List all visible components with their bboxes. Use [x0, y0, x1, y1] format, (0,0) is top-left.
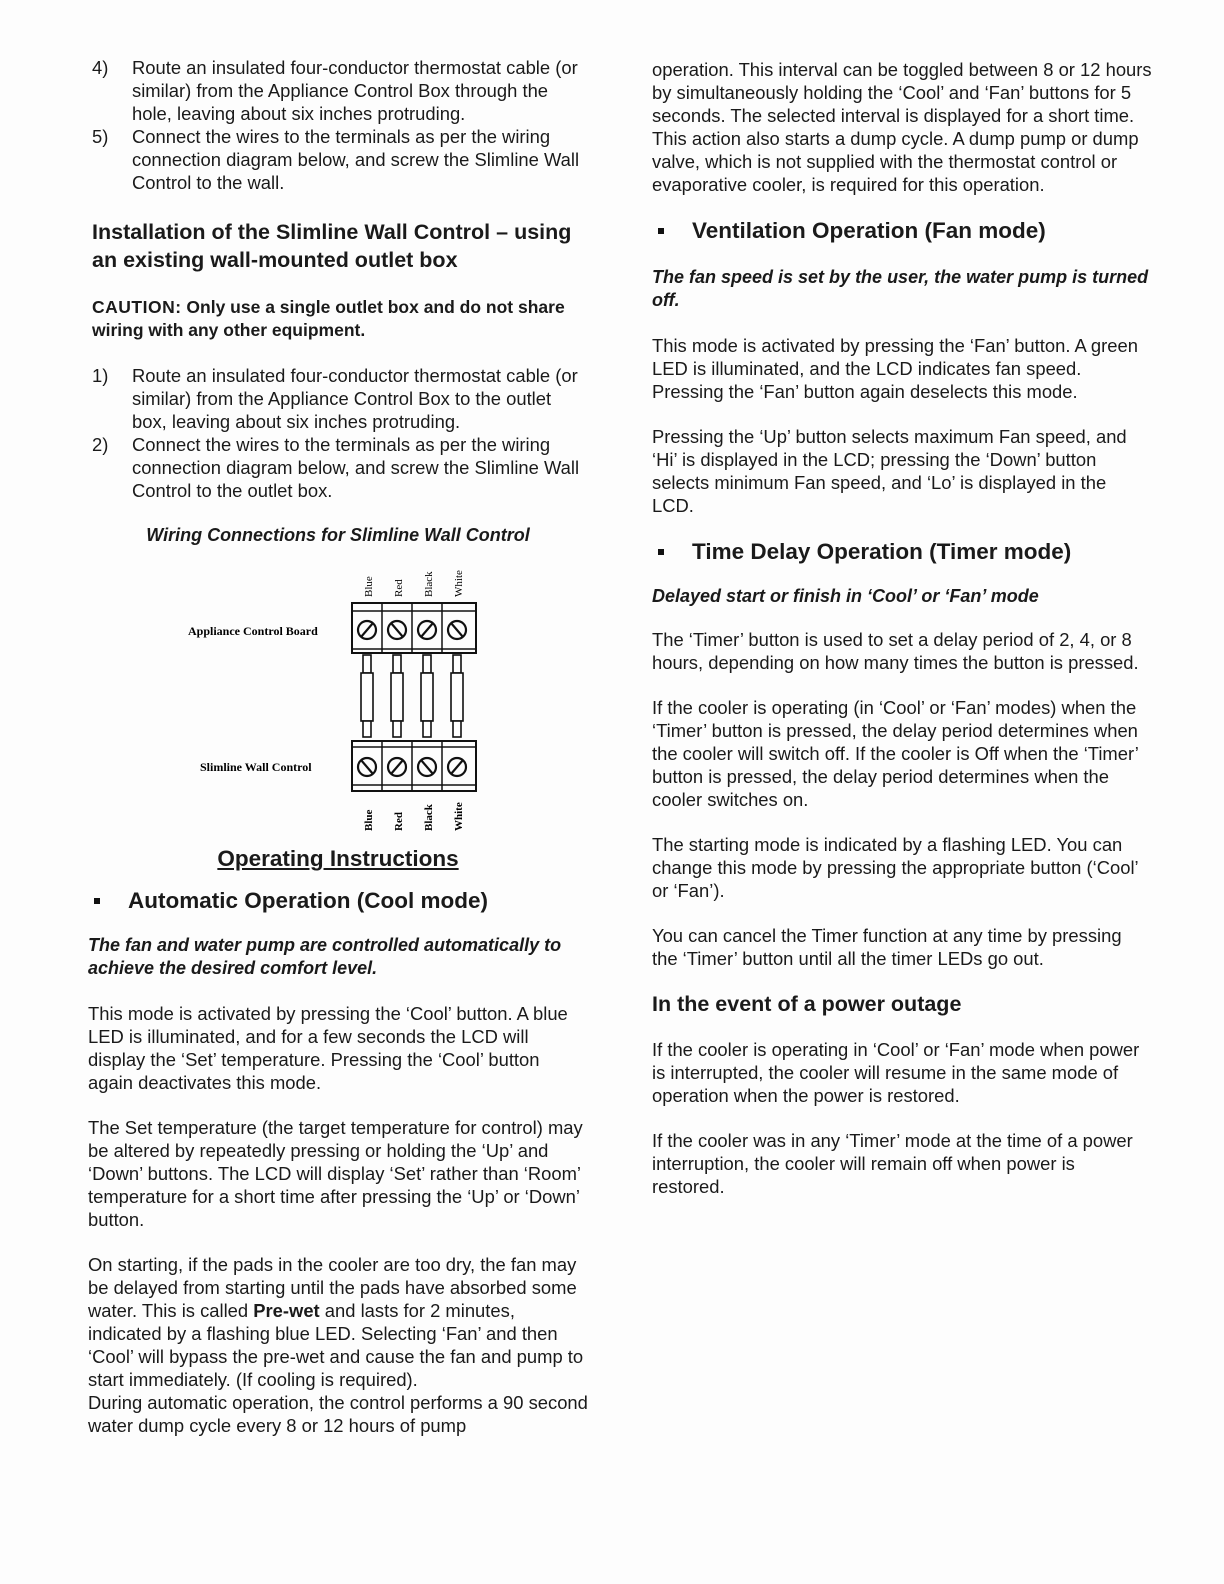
- step-4: [88, 56, 588, 125]
- appliance-board-label: Appliance Control Board: [188, 624, 318, 638]
- step-text: Connect the wires to the terminals as per the wiring connection diagram below, and screw the Slimline Wall Control to the wall.: [132, 126, 580, 193]
- outlet-box-heading: Installation of the Slimline Wall Control – using an existing wall-mounted outlet box: [92, 220, 572, 272]
- timer-paragraph-1: The ‘Timer’ button is used to set a delay period of 2, 4, or 8 hours, depending on how many times the button is pressed.: [652, 629, 1139, 673]
- bullet-square-icon: [658, 228, 664, 234]
- timer-paragraph-2: If the cooler is operating (in ‘Cool’ or ‘Fan’ modes) when the ‘Timer’ button is pressed, the delay period determines when the cooler will switch off. If the cooler is Off when the ‘Timer’ button is pressed, the delay period determines when the cooler switches on.: [652, 697, 1139, 810]
- step-number: 5): [92, 126, 109, 147]
- step-number: 1): [92, 365, 109, 386]
- timer-paragraph-3: The starting mode is indicated by a flashing LED. You can change this mode by pressing the appropriate button (‘Cool’ or ‘Fan’).: [652, 834, 1138, 901]
- auto-paragraph-1: This mode is activated by pressing the ‘Cool’ button. A blue LED is illuminated, and for a few seconds the LCD will display the ‘Set’ temperature. Pressing the ‘Cool’ button again deactivates this mode.: [88, 1003, 568, 1093]
- ventilation-paragraph-2: Pressing the ‘Up’ button selects maximum Fan speed, and ‘Hi’ is displayed in the LCD; pressing the ‘Down’ button selects minimum Fan speed, and ‘Lo’ is displayed in the LCD.: [652, 426, 1127, 516]
- timer-heading: [652, 539, 1152, 565]
- auto-operation-heading: [88, 888, 588, 914]
- outlet-step-1: [88, 364, 588, 433]
- step-text: Route an insulated four-conductor thermostat cable (or similar) from the Appliance Control Box through the hole, leaving about six inches protruding.: [132, 57, 578, 124]
- left-column: [88, 56, 588, 1437]
- dump-cycle-paragraph: operation. This interval can be toggled between 8 or 12 hours by simultaneously holding the ‘Cool’ and ‘Fan’ buttons for 5 seconds. The selected interval is displayed for a short time. This action also starts a dump cycle. A dump pump or dump valve, which is not supplied with the thermostat control or evaporative cooler, is required for this operation.: [652, 59, 1152, 195]
- timer-paragraph-4: You can cancel the Timer function at any time by pressing the ‘Timer’ button until all the timer LEDs go out.: [652, 925, 1122, 969]
- auto-subtitle: The fan and water pump are controlled automatically to achieve the desired comfort level.: [88, 935, 562, 978]
- text-part: On starting, if the pads in the cooler are too dry, the fan may be delayed from starting until the pads have absorbed some water. This is called: [88, 1254, 577, 1321]
- heading-text: Ventilation Operation (Fan mode): [692, 218, 1046, 243]
- bullet-square-icon: [658, 549, 664, 555]
- wall-control-label: Slimline Wall Control: [200, 760, 312, 774]
- heading-text: Automatic Operation (Cool mode): [128, 888, 488, 913]
- power-paragraph-2: If the cooler was in any ‘Timer’ mode at the time of a power interruption, the cooler will remain off when power is restored.: [652, 1130, 1133, 1197]
- caution-text: Only use a single outlet box and do not share wiring with any other equipment.: [92, 297, 565, 340]
- appliance-terminal-block: [352, 603, 476, 653]
- outlet-step-2: [88, 433, 588, 502]
- ventilation-subtitle: The fan speed is set by the user, the water pump is turned off.: [652, 267, 1149, 310]
- wall-terminal-block: [352, 741, 476, 791]
- power-outage-heading: In the event of a power outage: [652, 992, 962, 1016]
- wire-conductors: [361, 655, 463, 737]
- timer-subtitle: Delayed start or finish in ‘Cool’ or ‘Fan’ mode: [652, 586, 1039, 606]
- heading-text: Time Delay Operation (Timer mode): [692, 539, 1072, 564]
- bottom-wire-label-red: Red: [393, 812, 405, 831]
- top-wire-label-blue: Blue: [363, 576, 375, 597]
- bottom-wire-label-white: White: [453, 802, 465, 831]
- auto-paragraph-2: The Set temperature (the target temperature for control) may be altered by repeatedly pressing or holding the ‘Up’ and ‘Down’ buttons. The LCD will display ‘Set’ rather than ‘Room’ temperature for a short time after pressing the ‘Up’ or ‘Down’ button.: [88, 1117, 583, 1230]
- right-column: [652, 58, 1152, 1198]
- power-paragraph-1: If the cooler is operating in ‘Cool’ or ‘Fan’ mode when power is interrupted, the cooler will resume in the same mode of operation when the power is restored.: [652, 1039, 1140, 1106]
- auto-paragraph-3: [88, 1253, 588, 1391]
- text-part: and lasts for 2 minutes, indicated by a flashing blue LED. Selecting ‘Fan’ and then ‘Cool’ will bypass the pre-wet and cause the fan and pump to start immediately. (If cooling is required).: [88, 1300, 584, 1390]
- top-wire-label-black: Black: [423, 571, 435, 597]
- caution-note: [88, 296, 588, 342]
- step-number: 2): [92, 434, 109, 455]
- caution-label: CAUTION:: [92, 297, 182, 317]
- ventilation-heading: [652, 218, 1152, 244]
- bottom-wire-label-black: Black: [423, 804, 435, 831]
- step-text: Route an insulated four-conductor thermostat cable (or similar) from the Appliance Control Box to the outlet box, leaving about six inches protruding.: [132, 365, 578, 432]
- ventilation-paragraph-1: This mode is activated by pressing the ‘Fan’ button. A green LED is illuminated, and the LCD indicates fan speed. Pressing the ‘Fan’ button again deselects this mode.: [652, 335, 1138, 402]
- bottom-wire-label-blue: Blue: [363, 809, 375, 831]
- top-wire-label-red: Red: [393, 579, 405, 597]
- step-5: [88, 125, 588, 194]
- wiring-diagram: [88, 555, 588, 835]
- top-wire-label-white: White: [453, 570, 465, 597]
- figure-caption: Wiring Connections for Slimline Wall Control: [146, 525, 530, 545]
- step-text: Connect the wires to the terminals as per the wiring connection diagram below, and screw the Slimline Wall Control to the outlet box.: [132, 434, 580, 501]
- bullet-square-icon: [94, 898, 100, 904]
- operating-instructions-title: Operating Instructions: [217, 846, 459, 871]
- step-number: 4): [92, 57, 109, 78]
- pre-wet-term: Pre-wet: [253, 1300, 320, 1321]
- auto-paragraph-4: During automatic operation, the control performs a 90 second water dump cycle every 8 or 12 hours of pump: [88, 1392, 588, 1436]
